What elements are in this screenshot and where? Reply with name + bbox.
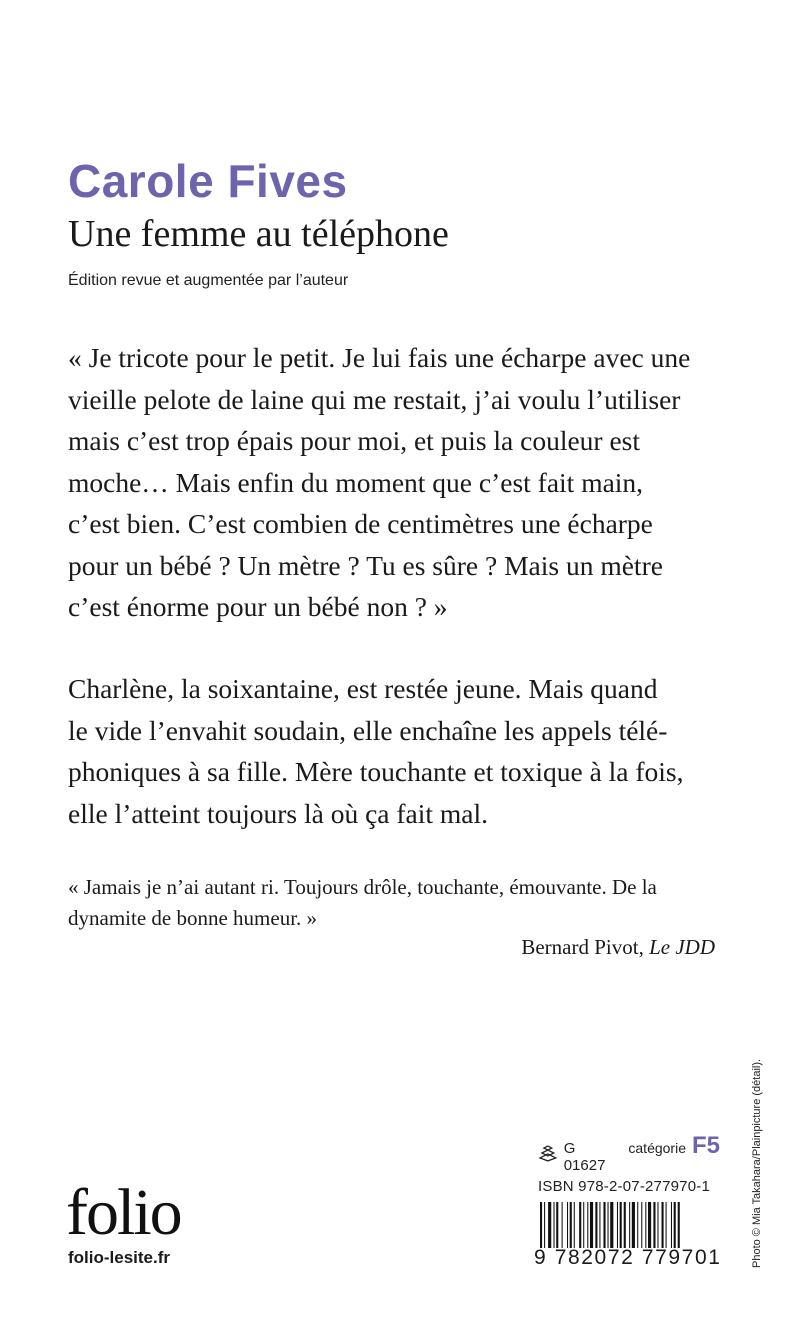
summary-line: Charlène, la soixantaine, est restée jeune. Mais quand	[68, 673, 658, 704]
photo-credit: Photo © Mia Takahara/Plainpicture (détail).	[751, 1058, 763, 1268]
edition-note: Édition revue et augmentée par l’auteur	[68, 272, 349, 289]
review-source: Le JDD	[649, 935, 715, 959]
isbn: ISBN 978-2-07-277970-1	[538, 1178, 711, 1195]
barcode-digits: 9 782072 779701	[534, 1246, 722, 1269]
quote-line: mais c’est trop épais pour moi, et puis la couleur est	[68, 425, 641, 456]
g-code: G 01627	[563, 1140, 606, 1174]
gallimard-books-icon	[538, 1144, 558, 1162]
review-attribution	[521, 935, 715, 960]
review-line: dynamite de bonne humeur. »	[68, 906, 318, 930]
summary-line: elle l’atteint toujours là où ça fait mal.	[68, 797, 488, 829]
summary-line: phoniques à sa fille. Mère touchante et toxique à la fois,	[68, 756, 684, 787]
quote-line: c’est énorme pour un bébé non ? »	[68, 591, 448, 622]
review-line: « Jamais je n’ai autant ri. Toujours drôle, touchante, émouvante. De la	[68, 875, 657, 899]
product-codes	[538, 1132, 720, 1195]
quote-line: « Je tricote pour le petit. Je lui fais une écharpe avec une	[68, 342, 691, 373]
book-title: Une femme au téléphone	[68, 213, 449, 255]
category-code: F5	[691, 1132, 720, 1159]
quote-line: vieille pelote de laine qui me restait, j’ai voulu l’utiliser	[68, 383, 681, 415]
summary-line: le vide l’envahit soudain, elle enchaîne les appels télé-	[68, 714, 668, 746]
press-review	[68, 872, 728, 934]
quote-line: moche… Mais enfin du moment que c’est fait main,	[68, 466, 644, 498]
quote-line: pour un bébé ? Un mètre ? Tu es sûre ? Mais un mètre	[68, 549, 663, 581]
summary-text	[68, 668, 748, 834]
folio-logo: folio	[66, 1176, 181, 1249]
author-name: Carole Fives	[68, 155, 348, 207]
quote-line: c’est bien. C’est combien de centimètres une écharpe	[68, 508, 653, 539]
publisher-website: folio-lesite.fr	[68, 1248, 171, 1267]
excerpt-quote	[68, 337, 748, 628]
code-row	[538, 1132, 720, 1174]
reviewer-name: Bernard Pivot,	[521, 935, 650, 959]
category-label: catégorie	[628, 1140, 686, 1156]
